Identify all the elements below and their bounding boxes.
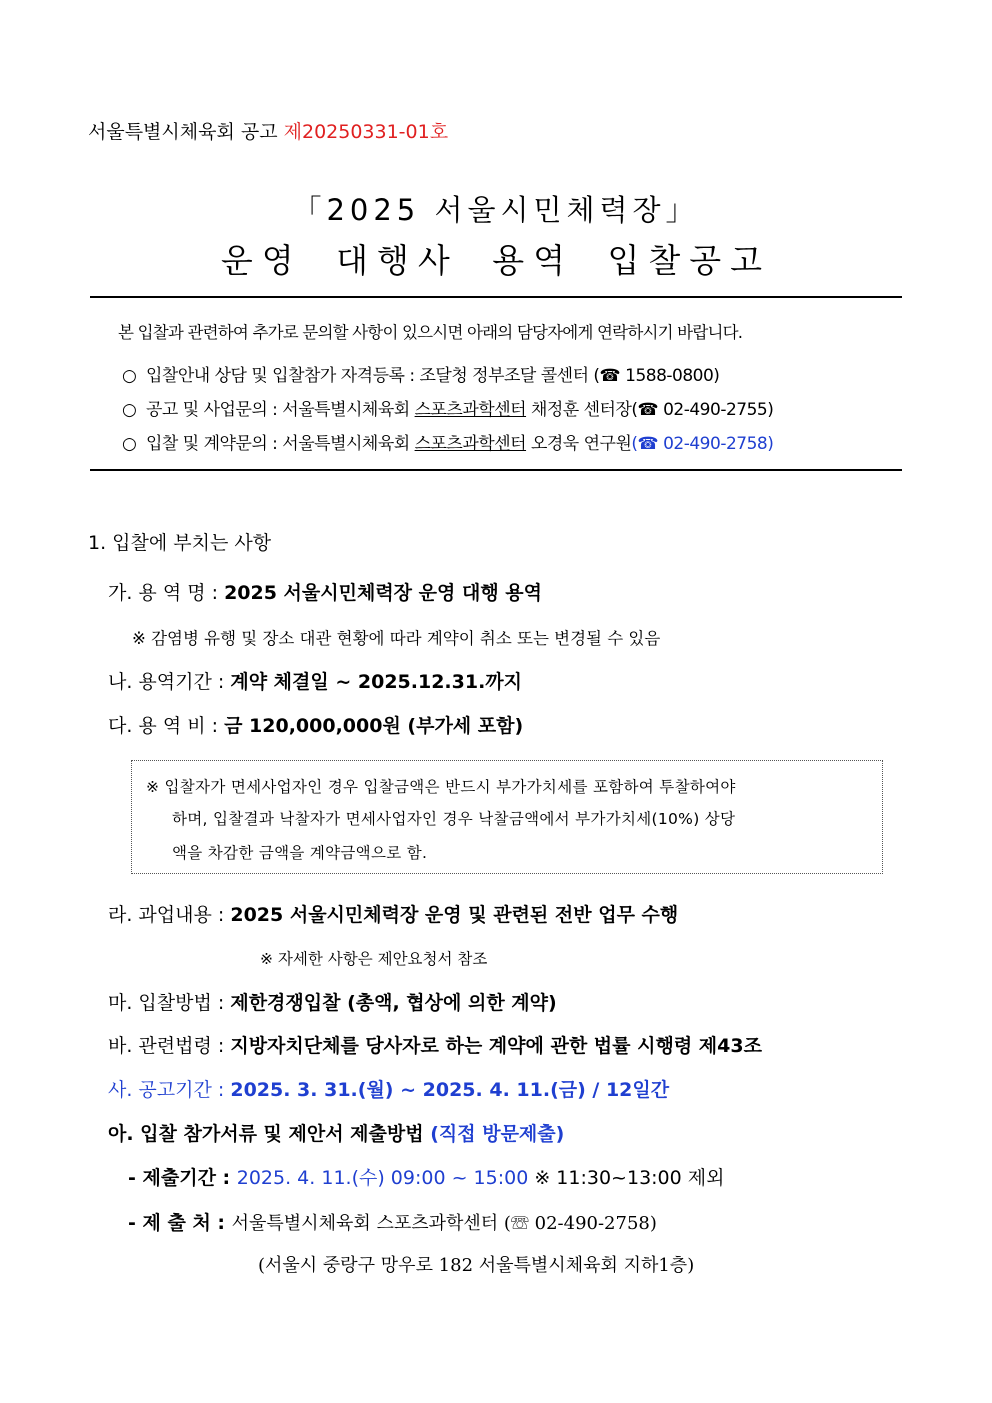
notice-header (88, 117, 448, 144)
contact-dept: 스포츠과학센터 (414, 400, 527, 420)
contact-item-2 (122, 395, 773, 420)
item-value: 2025. 4. 11.(수) 09:00 ~ 15:00 (236, 1167, 535, 1189)
contact-org: 서울특별시체육회 (282, 434, 415, 454)
contact-label: 입찰 및 계약문의 : (146, 434, 283, 454)
item-label: 아. 입찰 참가서류 및 제안서 제출방법 (108, 1123, 431, 1145)
contact-intro: 본 입찰과 관련하여 추가로 문의할 사항이 있으시면 아래의 담당자에게 연락하시기 바랍니다. (118, 323, 743, 342)
bottom-divider (90, 469, 902, 471)
vat-note-line-2: 하며, 입찰결과 낙찰자가 면세사업자인 경우 낙찰금액에서 부가가치세(10%) 상당 (172, 810, 736, 828)
contact-phone: (☎ 02-490-2755) (631, 400, 774, 420)
section-1-heading: 1. 입찰에 부치는 사항 (88, 532, 272, 554)
item-value: 2025 서울시민체력장 운영 대행 용역 (224, 582, 543, 604)
item-value: 금 120,000,000원 (부가세 포함) (224, 715, 524, 737)
item-address: (서울시 중랑구 망우로 182 서울특별시체육회 지하1층) (258, 1255, 695, 1276)
item-ra (108, 900, 678, 927)
contact-person: 채정훈 센터장 (526, 400, 632, 420)
item-value: 서울특별시체육회 스포츠과학센터 (☏ 02-490-2758) (231, 1213, 657, 1234)
item-label: 바. 관련법령 : (108, 1035, 231, 1057)
bullet: ○ (122, 366, 137, 386)
item-a (108, 1119, 564, 1146)
item-value: 2025. 3. 31.(월) ~ 2025. 4. 11.(금) / 12일간 (230, 1079, 670, 1101)
contact-label: 입찰안내 상담 및 입찰참가 자격등록 : (146, 366, 420, 386)
contact-item-3 (122, 429, 773, 454)
contact-person: 오경욱 연구원 (526, 434, 632, 454)
contact-dept: 스포츠과학센터 (414, 434, 527, 454)
item-label: 다. 용 역 비 : (108, 715, 225, 737)
contact-phone: (☎ 1588-0800) (593, 366, 720, 386)
contact-item-1 (122, 361, 719, 386)
title-line-2: 운영 대행사 용역 입찰공고 (220, 241, 772, 280)
vat-note-line-3: 액을 차감한 금액을 계약금액으로 함. (172, 844, 428, 862)
contact-label: 공고 및 사업문의 : (146, 400, 283, 420)
item-label: - 제 출 처 : (128, 1212, 232, 1234)
item-ra-note: ※ 자세한 사항은 제안요청서 참조 (260, 950, 488, 968)
item-note: ※ 11:30~13:00 제외 (534, 1167, 725, 1189)
top-divider (90, 296, 902, 298)
bullet: ○ (122, 434, 137, 454)
item-value: 제한경쟁입찰 (총액, 협상에 의한 계약) (230, 992, 557, 1014)
item-label: 나. 용역기간 : (108, 671, 231, 693)
item-value: 2025 서울시민체력장 운영 및 관련된 전반 업무 수행 (230, 904, 679, 926)
item-label: 가. 용 역 명 : (108, 582, 225, 604)
vat-note-box (131, 760, 883, 874)
notice-number: 제20250331-01호 (283, 121, 449, 143)
contact-org: 조달청 정부조달 콜센터 (419, 366, 594, 386)
item-value: 계약 체결일 ~ 2025.12.31.까지 (230, 671, 523, 693)
item-sa (108, 1075, 669, 1102)
item-label: 마. 입찰방법 : (108, 992, 231, 1014)
item-ga (108, 578, 542, 605)
item-da (108, 711, 523, 738)
item-value: 지방자치단체를 당사자로 하는 계약에 관한 법률 시행령 제43조 (230, 1035, 762, 1057)
item-ma (108, 988, 557, 1015)
item-ba (108, 1031, 762, 1058)
contact-org: 서울특별시체육회 (282, 400, 415, 420)
contact-phone: (☎ 02-490-2758) (631, 434, 774, 454)
item-label: 사. 공고기간 : (108, 1079, 231, 1101)
item-label: 라. 과업내용 : (108, 904, 231, 926)
item-value: (직접 방문제출) (430, 1123, 565, 1145)
item-label: - 제출기간 : (128, 1167, 237, 1189)
item-deadline (128, 1163, 724, 1190)
title-line-1: 「2025 서울시민체력장」 (292, 193, 700, 227)
vat-note-line-1: ※ 입찰자가 면세사업자인 경우 입찰금액은 반드시 부가가치세를 포함하여 투찰하여야 (146, 778, 736, 796)
item-na (108, 667, 522, 694)
bullet: ○ (122, 400, 137, 420)
item-ga-note: ※ 감염병 유행 및 장소 대관 현황에 따라 계약이 취소 또는 변경될 수 있음 (132, 629, 661, 648)
item-place (128, 1208, 657, 1235)
notice-org: 서울특별시체육회 공고 (88, 121, 284, 143)
